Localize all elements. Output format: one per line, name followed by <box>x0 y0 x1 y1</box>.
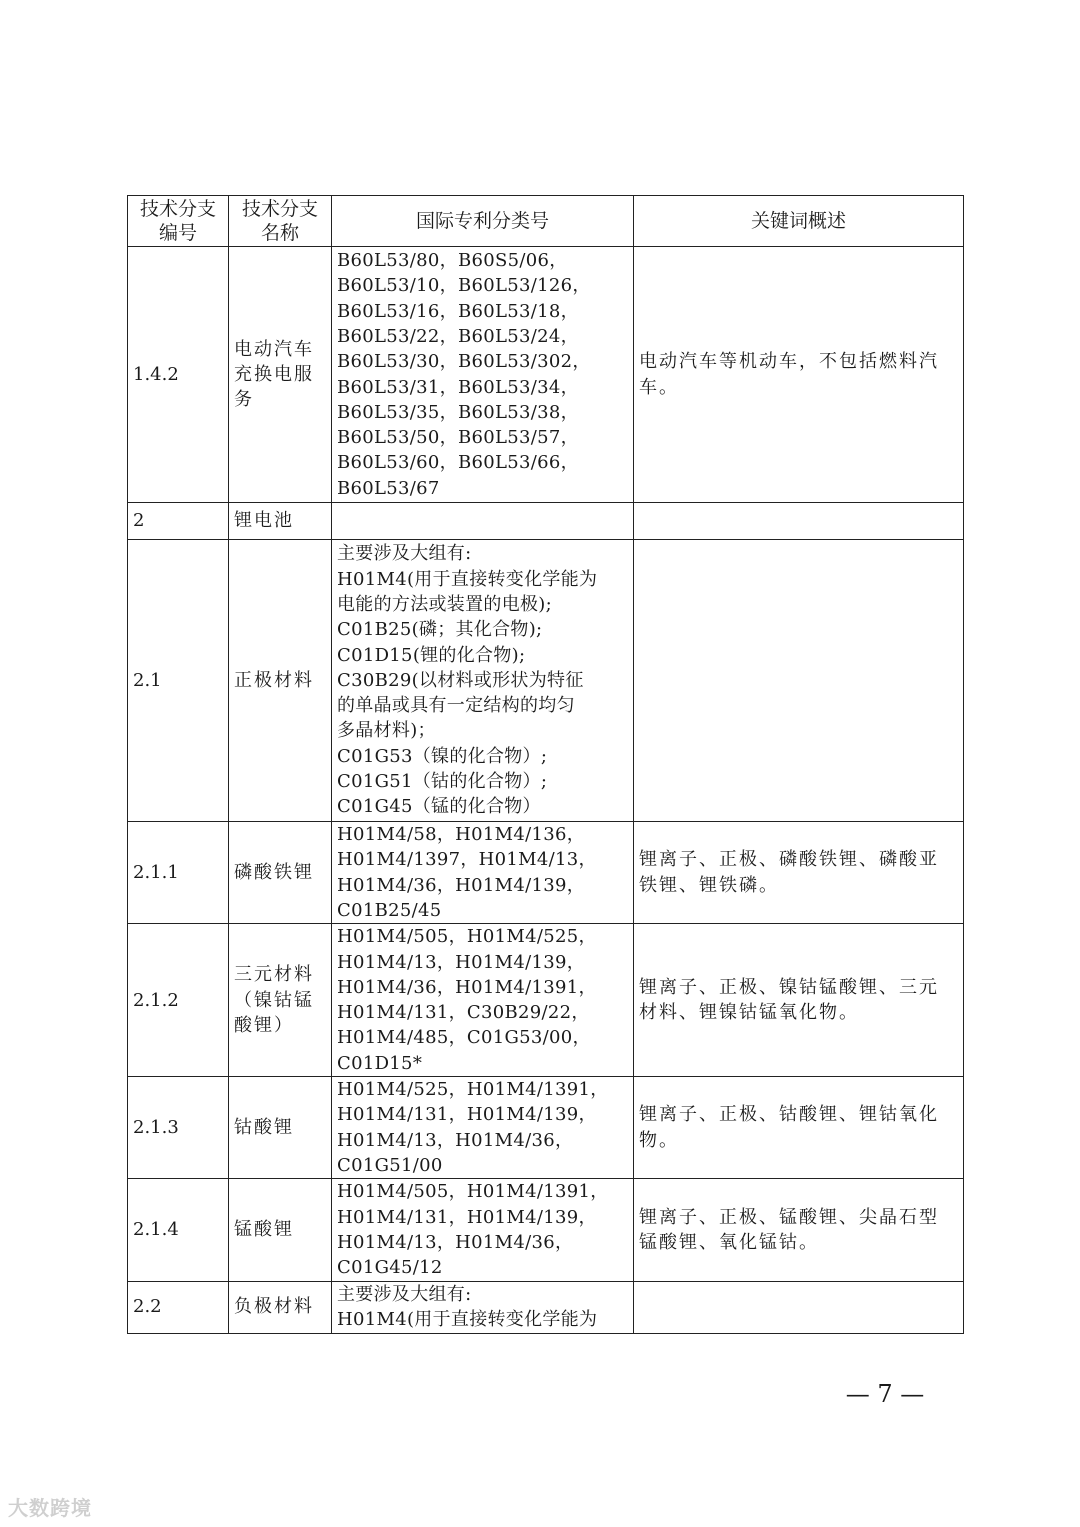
branch-name: 钴酸锂 <box>229 1077 332 1179</box>
branch-code: 2.1.1 <box>128 822 229 924</box>
header-keywords: 关键词概述 <box>634 196 964 247</box>
table-row <box>128 503 964 540</box>
branch-code: 2.1.2 <box>128 924 229 1077</box>
page-number: — 7 — <box>845 1380 925 1408</box>
watermark: 大数跨境 <box>8 1496 92 1520</box>
table-row <box>128 1077 964 1179</box>
branch-code: 2 <box>128 503 229 540</box>
branch-code: 1.4.2 <box>128 247 229 503</box>
keywords: 锂离子、正极、钴酸锂、锂钴氧化 物。 <box>634 1077 964 1179</box>
header-branch-name: 技术分支 名称 <box>229 196 332 247</box>
table-row <box>128 247 964 503</box>
branch-code: 2.1.4 <box>128 1179 229 1281</box>
keywords: 锂离子、正极、镍钴锰酸锂、三元 材料、锂镍钴锰氧化物。 <box>634 924 964 1077</box>
branch-name: 正极材料 <box>229 540 332 822</box>
header-branch-code: 技术分支 编号 <box>128 196 229 247</box>
ipc-codes: H01M4/505，H01M4/1391， H01M4/131，H01M4/139， H01M4/13，H01M4/36， C01G45/12 <box>332 1179 634 1281</box>
branch-name: 锂电池 <box>229 503 332 540</box>
branch-name: 三元材料（镍钴锰酸锂） <box>229 924 332 1077</box>
keywords <box>634 540 964 822</box>
classification-table <box>127 195 964 1334</box>
keywords: 锂离子、正极、磷酸铁锂、磷酸亚 铁锂、锂铁磷。 <box>634 822 964 924</box>
ipc-codes: H01M4/505，H01M4/525， H01M4/13，H01M4/139， H01M4/36，H01M4/1391， H01M4/131，C30B29/22， H01M4/485，C01G53/00， C01D15* <box>332 924 634 1077</box>
branch-code: 2.1.3 <box>128 1077 229 1179</box>
ipc-codes: B60L53/80，B60S5/06， B60L53/10，B60L53/126， B60L53/16，B60L53/18， B60L53/22，B60L53/24， B60L53/30，B60L53/302， B60L53/31，B60L53/34， B60L53/35，B60L53/38， B60L53/50，B60L53/57， B60L53/60，B60L53/66， B60L53/67 <box>332 247 634 503</box>
table-row <box>128 822 964 924</box>
ipc-codes: 主要涉及大组有: H01M4(用于直接转变化学能为 电能的方法或装置的电极); C01B25(磷；其化合物); C01D15(锂的化合物); C30B29(以材料或形状为特征 的单晶或具有一定结构的均匀 多晶材料)； C01G53（镍的化合物）; C01G51（钴的化合物）; C01G45（锰的化合物） <box>332 540 634 822</box>
branch-name: 锰酸锂 <box>229 1179 332 1281</box>
keywords <box>634 1281 964 1333</box>
table-row <box>128 1179 964 1281</box>
ipc-codes: H01M4/525，H01M4/1391， H01M4/131，H01M4/139， H01M4/13，H01M4/36， C01G51/00 <box>332 1077 634 1179</box>
branch-code: 2.1 <box>128 540 229 822</box>
branch-code: 2.2 <box>128 1281 229 1333</box>
branch-name: 负极材料 <box>229 1281 332 1333</box>
keywords <box>634 503 964 540</box>
table-row <box>128 1281 964 1333</box>
header-ipc: 国际专利分类号 <box>332 196 634 247</box>
branch-name: 电动汽车充换电服务 <box>229 247 332 503</box>
ipc-codes: H01M4/58，H01M4/136， H01M4/1397，H01M4/13， H01M4/36，H01M4/139， C01B25/45 <box>332 822 634 924</box>
ipc-codes: 主要涉及大组有: H01M4(用于直接转变化学能为 <box>332 1281 634 1333</box>
table-row <box>128 540 964 822</box>
table-header-row <box>128 196 964 247</box>
ipc-codes <box>332 503 634 540</box>
keywords: 电动汽车等机动车，不包括燃料汽 车。 <box>634 247 964 503</box>
keywords: 锂离子、正极、锰酸锂、尖晶石型 锰酸锂、氧化锰钴。 <box>634 1179 964 1281</box>
table-row <box>128 924 964 1077</box>
branch-name: 磷酸铁锂 <box>229 822 332 924</box>
